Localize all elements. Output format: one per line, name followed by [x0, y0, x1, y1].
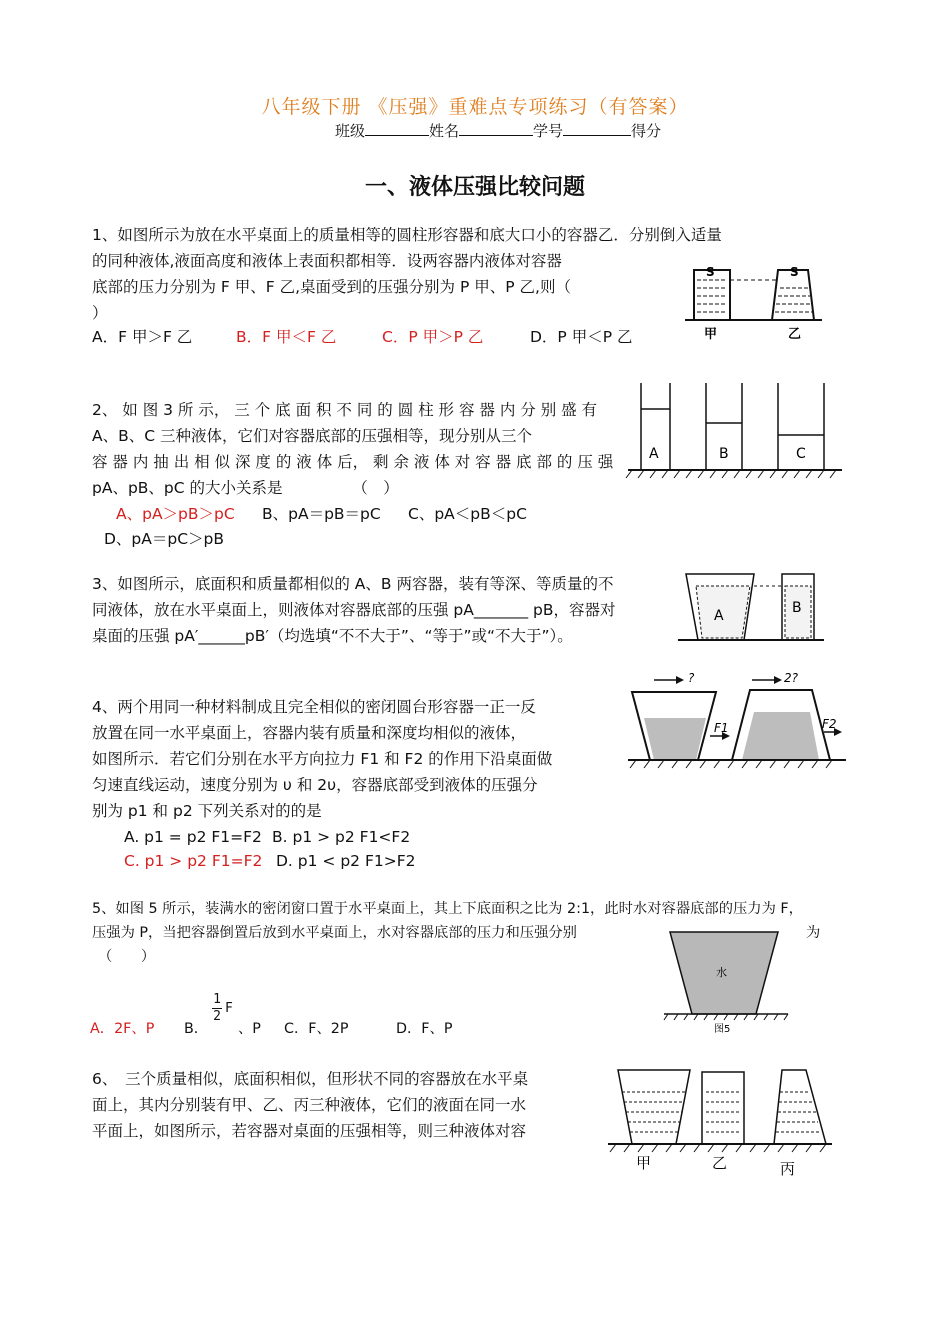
q2-option-b: B、pA＝pB＝pC [262, 505, 381, 523]
q5-option-c: C．F、2P [284, 1021, 349, 1037]
fraction-denominator: 2 [213, 1009, 221, 1024]
q1-line4: ） [92, 304, 108, 322]
q1-fig-s-left: S [706, 265, 715, 279]
q4-line3: 如图所示．若它们分别在水平方向拉力 F1 和 F2 的作用下沿桌面做 [92, 750, 553, 768]
fraction-f: F [225, 1001, 233, 1016]
q2-option-d: D、pA＝pC＞pB [104, 530, 225, 548]
q4-line2: 放置在同一水平桌面上，容器内装有质量和深度均相似的液体， [92, 724, 527, 742]
class-label: 班级 [335, 122, 366, 140]
q6-figure [604, 1064, 836, 1180]
q1-fig-s-right: S [790, 265, 799, 279]
q2-option-c: C、pA＜pB＜pC [408, 505, 527, 523]
q5-line3: （ ） [98, 949, 156, 965]
q2-fig-a: A [649, 446, 659, 462]
q5-line2-end: 为 [806, 925, 821, 941]
class-blank[interactable] [365, 121, 429, 136]
q1-option-b: B．F 甲＜F 乙 [236, 328, 337, 346]
q5-option-d: D．F、P [396, 1021, 453, 1037]
q5-option-b: B． [184, 1021, 209, 1037]
q6-fig-yi: 乙 [712, 1154, 728, 1172]
q5-option-b-tail: 、P [238, 1021, 261, 1037]
q4-fig-v1: ? [688, 671, 695, 685]
q1-fig-caption-yi: 乙 [788, 327, 802, 342]
q4-line4: 匀速直线运动，速度分别为 υ 和 2υ，容器底部受到液体的压强分 [92, 776, 538, 794]
q3-line3: 桌面的压强 pA′______pB′（均选填“不不大于”、“等于”或“不大于”）。 [92, 627, 573, 645]
q1-option-d: D．P 甲＜P 乙 [530, 328, 633, 346]
q6-line1: 6、 三个质量相似，底面积相似，但形状不同的容器放在水平桌 [92, 1070, 529, 1088]
q5-line2: 压强为 P，当把容器倒置后放到水平桌面上，水对容器底部的压力和压强分别 [92, 925, 577, 941]
q4-option-b: B. p1 > p2 F1<F2 [272, 828, 411, 846]
q5-fig-water: 水 [716, 966, 727, 979]
q1-line2: 的同种液体,液面高度和液体上表面积都相等．设两容器内液体对容器 [92, 252, 562, 270]
q2-line2: A、B、C 三种液体，它们对容器底部的压强相等，现分别从三个 [92, 427, 532, 445]
q3-fig-a: A [714, 608, 724, 624]
score-label: 得分 [631, 122, 662, 140]
q2-figure [624, 378, 846, 488]
fraction-numerator: 1 [213, 992, 221, 1007]
q6-fig-bing: 丙 [780, 1160, 796, 1178]
q1-line3: 底部的压力分别为 F 甲、F 乙,桌面受到的压强分别为 P 甲、P 乙,则（ [92, 278, 571, 296]
page-title: 八年级下册 《压强》重难点专项练习（有答案） [261, 96, 689, 118]
q1-option-c: C．P 甲＞P 乙 [382, 328, 484, 346]
q4-line5: 别为 p1 和 p2 下列关系对的的是 [92, 802, 322, 820]
q4-fig-v2: 2? [784, 671, 799, 685]
id-blank[interactable] [563, 121, 631, 136]
q3-line2: 同液体，放在水平桌面上，则液体对容器底部的压强 pA_______ pB，容器对 [92, 601, 616, 619]
q5-option-a: A．2F、P [90, 1021, 155, 1037]
section-title: 一、液体压强比较问题 [364, 175, 585, 200]
q2-line4: pA、pB、pC 的大小关系是 （ ） [92, 479, 399, 497]
q5-figure [660, 928, 796, 1038]
q1-option-a: A．F 甲＞F 乙 [92, 328, 193, 346]
q4-line1: 4、两个用同一种材料制成且完全相似的密闭圆台形容器一正一反 [92, 698, 536, 716]
q2-line3: 容 器 内 抽 出 相 似 深 度 的 液 体 后， 剩 余 液 体 对 容 器 底 部 的 压 强 [92, 453, 614, 471]
q3-figure [674, 566, 830, 646]
q1-line1: 1、如图所示为放在水平桌面上的质量相等的圆柱形容器和底大口小的容器乙．分别倒入适量 [92, 226, 722, 244]
q5-line1: 5、如图 5 所示，装满水的密闭窗口置于水平桌面上，其上下底面积之比为 2:1，此时水对容器底部的压力为 F， [92, 901, 803, 917]
student-info-fields [335, 120, 661, 141]
q2-fig-b: B [719, 446, 729, 462]
q5-option-b-fraction [212, 992, 222, 1025]
q4-fig-f1: F1 [714, 721, 729, 735]
q5-fig-caption: 图5 [714, 1024, 731, 1035]
q1-figure [680, 258, 830, 348]
q6-fig-jia: 甲 [636, 1154, 652, 1172]
q2-option-a: A、pA＞pB＞pC [116, 505, 235, 523]
name-blank[interactable] [459, 121, 533, 136]
q1-fig-caption-jia: 甲 [704, 327, 718, 342]
q6-line3: 平面上，如图所示，若容器对桌面的压强相等，则三种液体对容 [92, 1122, 527, 1140]
q4-option-a: A. p1 = p2 F1=F2 [124, 828, 262, 846]
q3-fig-b: B [792, 600, 802, 616]
q2-line1: 2、 如 图 3 所 示， 三 个 底 面 积 不 同 的 圆 柱 形 容 器 内 分 别 盛 有 [92, 401, 598, 419]
q2-fig-c: C [796, 446, 806, 462]
q3-line1: 3、如图所示，底面积和质量都相似的 A、B 两容器，装有等深、等质量的不 [92, 575, 614, 593]
q4-option-d: D. p1 < p2 F1>F2 [276, 852, 416, 870]
q4-figure [624, 670, 850, 780]
name-label: 姓名 [429, 122, 460, 140]
q6-line2: 面上，其内分别装有甲、乙、丙三种液体，它们的液面在同一水 [92, 1096, 527, 1114]
id-label: 学号 [533, 122, 564, 140]
q4-option-c: C. p1 > p2 F1=F2 [124, 852, 263, 870]
q4-fig-f2: F2 [822, 717, 837, 731]
